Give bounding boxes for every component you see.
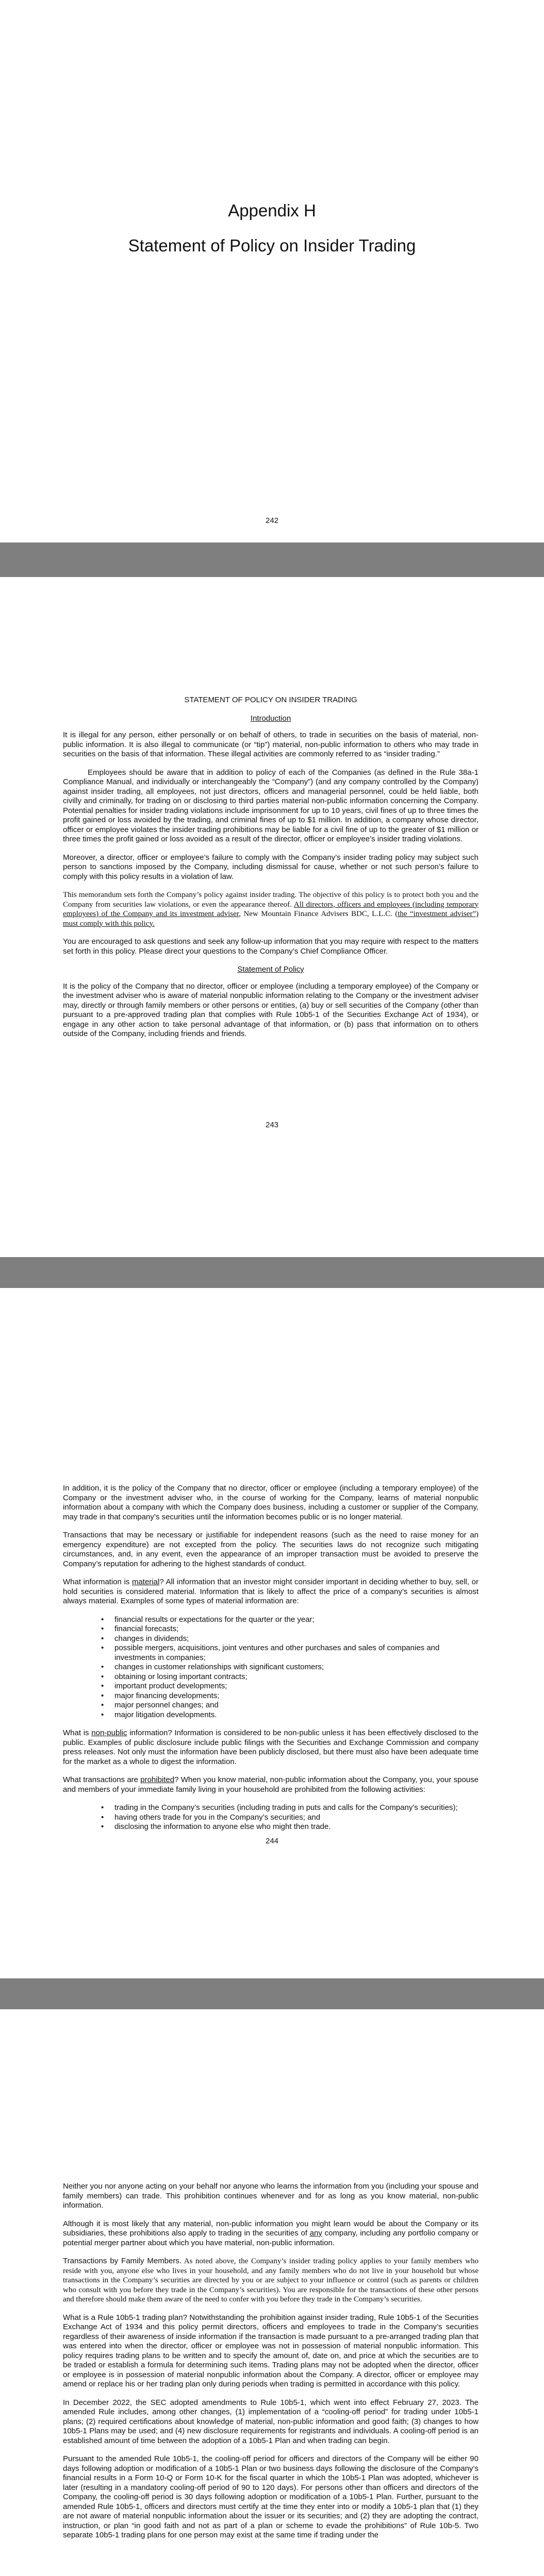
text-run: material [131,1578,160,1586]
list-item [101,1672,479,1682]
paragraph: Pursuant to the amended Rule 10b5-1, the cooling-off period for officers and directors of the Company will be either 90 days following adoption or modification of a 10b5-1 Plan or two business days following the disclosure of the Company’s financial results in a Form 10-Q or Form 10-K for the fiscal quarter in which the 10b5-1 Plan was adopted, whichever is later (resulting in a mandatory cooling-off period of 90 to 120 days). For persons other than officers and directors of the Company, the cooling-off period is 30 days following adoption or modification of a 10b5-1 Plan. Further, pursuant to the amended Rule 10b5-1, officers and directors must certify at the time they enter into or modify a 10b5-1 plan that (1) they are not aware of material nonpublic information about the issuer or its securities; and (2) they are adopting the contract, instruction, or plan “in good faith and not as part of a plan or scheme to evade the prohibitions” of Rule 10b-5. Two separate 10b5-1 trading plans for one person may exist at the same time if trading under the [63,2454,479,2539]
list-item-text: financial forecasts; [114,1624,179,1633]
bullet-icon: • [101,1812,104,1822]
paragraph [63,1775,479,1794]
paragraph: Employees should be aware that in addition to policy of each of the Companies (as defined in the Rule 38a-1 Compliance Manual, and individually or interchangeably the “Company”) (and any company controlled by the Company) against insider trading, all employees, not just directors, officers and managerial personnel, could be held liable, both civilly and criminally, for trading on or disclosing to third parties material non-public information concerning the Company. Potential penalties for insider trading violations include imprisonment for up to 10 years, civil fines of up to three times the profit gained or loss avoided by the trading, and criminal fines of up to $1 million. In addition, a company whose director, officer or employee violates the insider trading prohibitions may be liable for a civil fine of up to the greater of $1 million or three times the profit gained or loss avoided as a result of the director, officer or employee’s insider trading violations. [63,768,479,843]
paragraph [63,1578,479,1606]
list-item [101,1634,479,1644]
text-run: What is [63,1728,92,1737]
paragraph [63,2257,479,2304]
page-244 [0,1288,544,1978]
introduction-heading: Introduction [250,714,291,723]
bullet-icon: • [101,1672,104,1681]
list-item [101,1663,479,1672]
text-run: ? When you know material, non-public information about the Company, you, your spouse and members of your immediate family living in your household are prohibited from the following activities: [63,1775,479,1794]
paragraph: It is the policy of the Company that no director, officer or employee (including a temporary employee) of the Company or the investment adviser who is aware of material nonpublic information relating to the Company or the investment adviser may, directly or through family members or other persons or entities, (a) buy or sell securities of the Company (other than pursuant to a pre-approved trading plan that complies with Rule 10b5-1 of the Securities Exchange Act of 1934), or engage in any other action to take personal advantage of that information, or (b) pass that information on to others outside of the Company, including friends and friends. [63,981,479,1038]
paragraph [63,1728,479,1767]
text-run: the “investment adviser”) must comply with this policy. [63,910,479,928]
material-information-list [63,1615,479,1720]
list-item-text: possible mergers, acquisitions, joint ventures and other purchases and sales of companies and investments in companies; [114,1643,440,1662]
list-item-text: obtaining or losing important contracts; [114,1672,248,1681]
paragraph: You are encouraged to ask questions and seek any follow-up information that you may require with respect to the matters set forth in this policy. Please direct your questions to the Company’s Chief Compliance Officer. [63,937,479,956]
bullet-icon: • [101,1822,104,1831]
list-item [101,1682,479,1691]
prohibited-activities-list [63,1803,479,1832]
text-run: As noted above, the Company’s insider trading policy applies to your family members who reside with you, anyone else who lives in your household, and any family members who do not live in your household but whose transactions in the Company’s securities are directed by you or are subject to your influence or control (such as parents or children who consult with you before they trade in the Company’s securities). You are responsible for the transactions of these other persons and therefore should make them aware of the need to confer with you before they trade in the Company’s securities. [63,2257,479,2303]
list-item-text: major litigation developments. [114,1710,217,1719]
text-run: What transactions are [63,1775,141,1784]
page-243 [0,577,544,1257]
page-number: 244 [265,1837,279,1845]
paragraph: In addition, it is the policy of the Company that no director, officer or employee (including a temporary employee) of the Company or the investment adviser who, in the course of working for the Company, learns of material nonpublic information about a company with which the Company does business, including a customer or supplier of the Company, may trade in that company’s securities until the information becomes public or is no longer material. [63,1484,479,1521]
list-item-text: changes in dividends; [114,1634,189,1643]
list-item-text: trading in the Company’s securities (including trading in puts and calls for the Company’s securities); [114,1803,458,1812]
list-item [101,1624,479,1634]
paragraph: Neither you nor anyone acting on your behalf nor anyone who learns the information from you (including your spouse and family members) can trade. This prohibition continues whenever and for as long as you know material, non-public information. [63,2182,479,2210]
text-run: information? Information is considered to be non-public unless it has been effectively disclosed to the public. Examples of public disclosure include public filings with the Securities and Exchange Commission and company press releases. Not only must the information have been publicly disclosed, but there must also have been adequate time for the market as a whole to digest the information. [63,1728,479,1766]
paragraph: What is a Rule 10b5-1 trading plan? Notwithstanding the prohibition against insider trading, Rule 10b5-1 of the Securities Exchange Act of 1934 and this policy permit directors, officers and employees to trade in the Company’s securities regardless of their awareness of inside information if the transaction is made pursuant to a pre-arranged trading plan that was entered into when the director, officer or employee was not in possession of material nonpublic information. This policy requires trading plans to be written and to specify the amount of, date on, and price at which the securities are to be traded or establish a formula for determining such items. Trading plans may not be adopted when the director, officer or employee is in possession of material nonpublic information about the Company. A director, officer or employee may amend or replace his or her trading plan only during periods when trading is permitted in accordance with this policy. [63,2313,479,2388]
text-run: , New Mountain Finance Advisers BDC, L.L.C. ( [239,910,398,918]
list-item-text: disclosing the information to anyone else who might then trade. [114,1822,331,1831]
text-run: prohibited [140,1775,175,1784]
list-item [101,1822,479,1832]
list-item [101,1615,479,1625]
text-run: This memorandum sets forth the Company’s policy against insider trading. The objective of this policy is to protect both you and the Company from securities law violations, or even the appearance thereof. [63,891,479,909]
text-run: What information is [63,1578,132,1586]
page-number: 242 [265,516,279,525]
paragraph [63,2219,479,2248]
list-item [101,1691,479,1701]
list-item-text: important product developments; [114,1682,227,1690]
list-item-text: changes in customer relationships with significant customers; [114,1663,324,1671]
paragraph: Transactions that may be necessary or justifiable for independent reasons (such as the need to raise money for an emergency expenditure) are not excepted from the policy. The securities laws do not recognize such mitigating circumstances, and, in any event, even the appearance of an improper transaction must be avoided to preserve the Company’s reputation for adhering to the highest standards of conduct. [63,1531,479,1568]
text-run: Transactions by Family Members. [63,2257,182,2265]
bullet-icon: • [101,1643,104,1652]
page-242 [0,0,544,543]
list-item [101,1643,479,1663]
document-title: STATEMENT OF POLICY ON INSIDER TRADING [184,696,357,704]
paragraph: It is illegal for any person, either personally or on behalf of others, to trade in securities on the basis of material, non-public information. It is also illegal to communicate (or “tip”) material, non-public information to others who may trade in securities on the basis of that information. These illegal activities are commonly referred to as “insider trading.” [63,731,479,758]
page-245 [0,2009,544,2576]
page-number: 243 [265,1121,279,1129]
list-item [101,1710,479,1720]
list-item-text: financial results or expectations for the quarter or the year; [114,1615,315,1624]
text-run: non-public [91,1728,127,1737]
list-item-text: major financing developments; [114,1691,220,1700]
appendix-title: Statement of Policy on Insider Trading [128,236,416,255]
text-run: Although it is most likely that any material, non-public information you might learn would be about the Company or its subsidiaries, these prohibitions also apply to trading in the securities of [63,2219,479,2238]
bullet-icon: • [101,1803,104,1812]
list-item [101,1803,479,1813]
bullet-icon: • [101,1701,104,1709]
list-item-text: having others trade for you in the Company’s securities; and [114,1812,321,1822]
paragraph: Moreover, a director, officer or employee’s failure to comply with the Company’s insider trading policy may subject such person to sanctions imposed by the Company, including dismissal for cause, whether or not such person’s failure to comply with this policy results in a violation of law. [63,853,479,881]
paragraph: In December 2022, the SEC adopted amendments to Rule 10b5-1, which went into effect February 27, 2023. The amended Rule includes, among other changes, (1) implementation of a “cooling-off period” for trading under 10b5-1 plans; (2) required certifications about knowledge of material, non-public information and good faith; (3) changes to how 10b5-1 Plans may be used; and (4) new disclosure requirements for registrants and individuals. A cooling-off period is an established amount of time between the adoption of a 10b5-1 Plan and when trading can begin. [63,2398,479,2445]
appendix-label: Appendix H [228,201,316,220]
bullet-icon: • [101,1615,104,1624]
text-run: ? All information that an investor might consider important in deciding whether to buy, sell, or hold securities is considered material. Information that is likely to affect the price of a company’s securities is almost always material. Examples of some types of material information are: [63,1578,479,1605]
text-run: any [309,2229,322,2238]
bullet-icon: • [101,1624,104,1633]
bullet-icon: • [101,1663,104,1671]
paragraph [63,890,479,928]
bullet-icon: • [101,1691,104,1700]
list-item [101,1701,479,1710]
text-run: All directors, officers and employees (including temporary employees) of the Company and its investment adviser [63,900,479,918]
bullet-icon: • [101,1710,104,1719]
text-run: company, including any portfolio company or potential merger partner about which you have material, non-public information. [63,2229,479,2247]
list-item-text: major personnel changes; and [114,1701,219,1709]
list-item [101,1812,479,1823]
bullet-icon: • [101,1682,104,1690]
statement-of-policy-heading: Statement of Policy [237,965,304,974]
bullet-icon: • [101,1634,104,1643]
